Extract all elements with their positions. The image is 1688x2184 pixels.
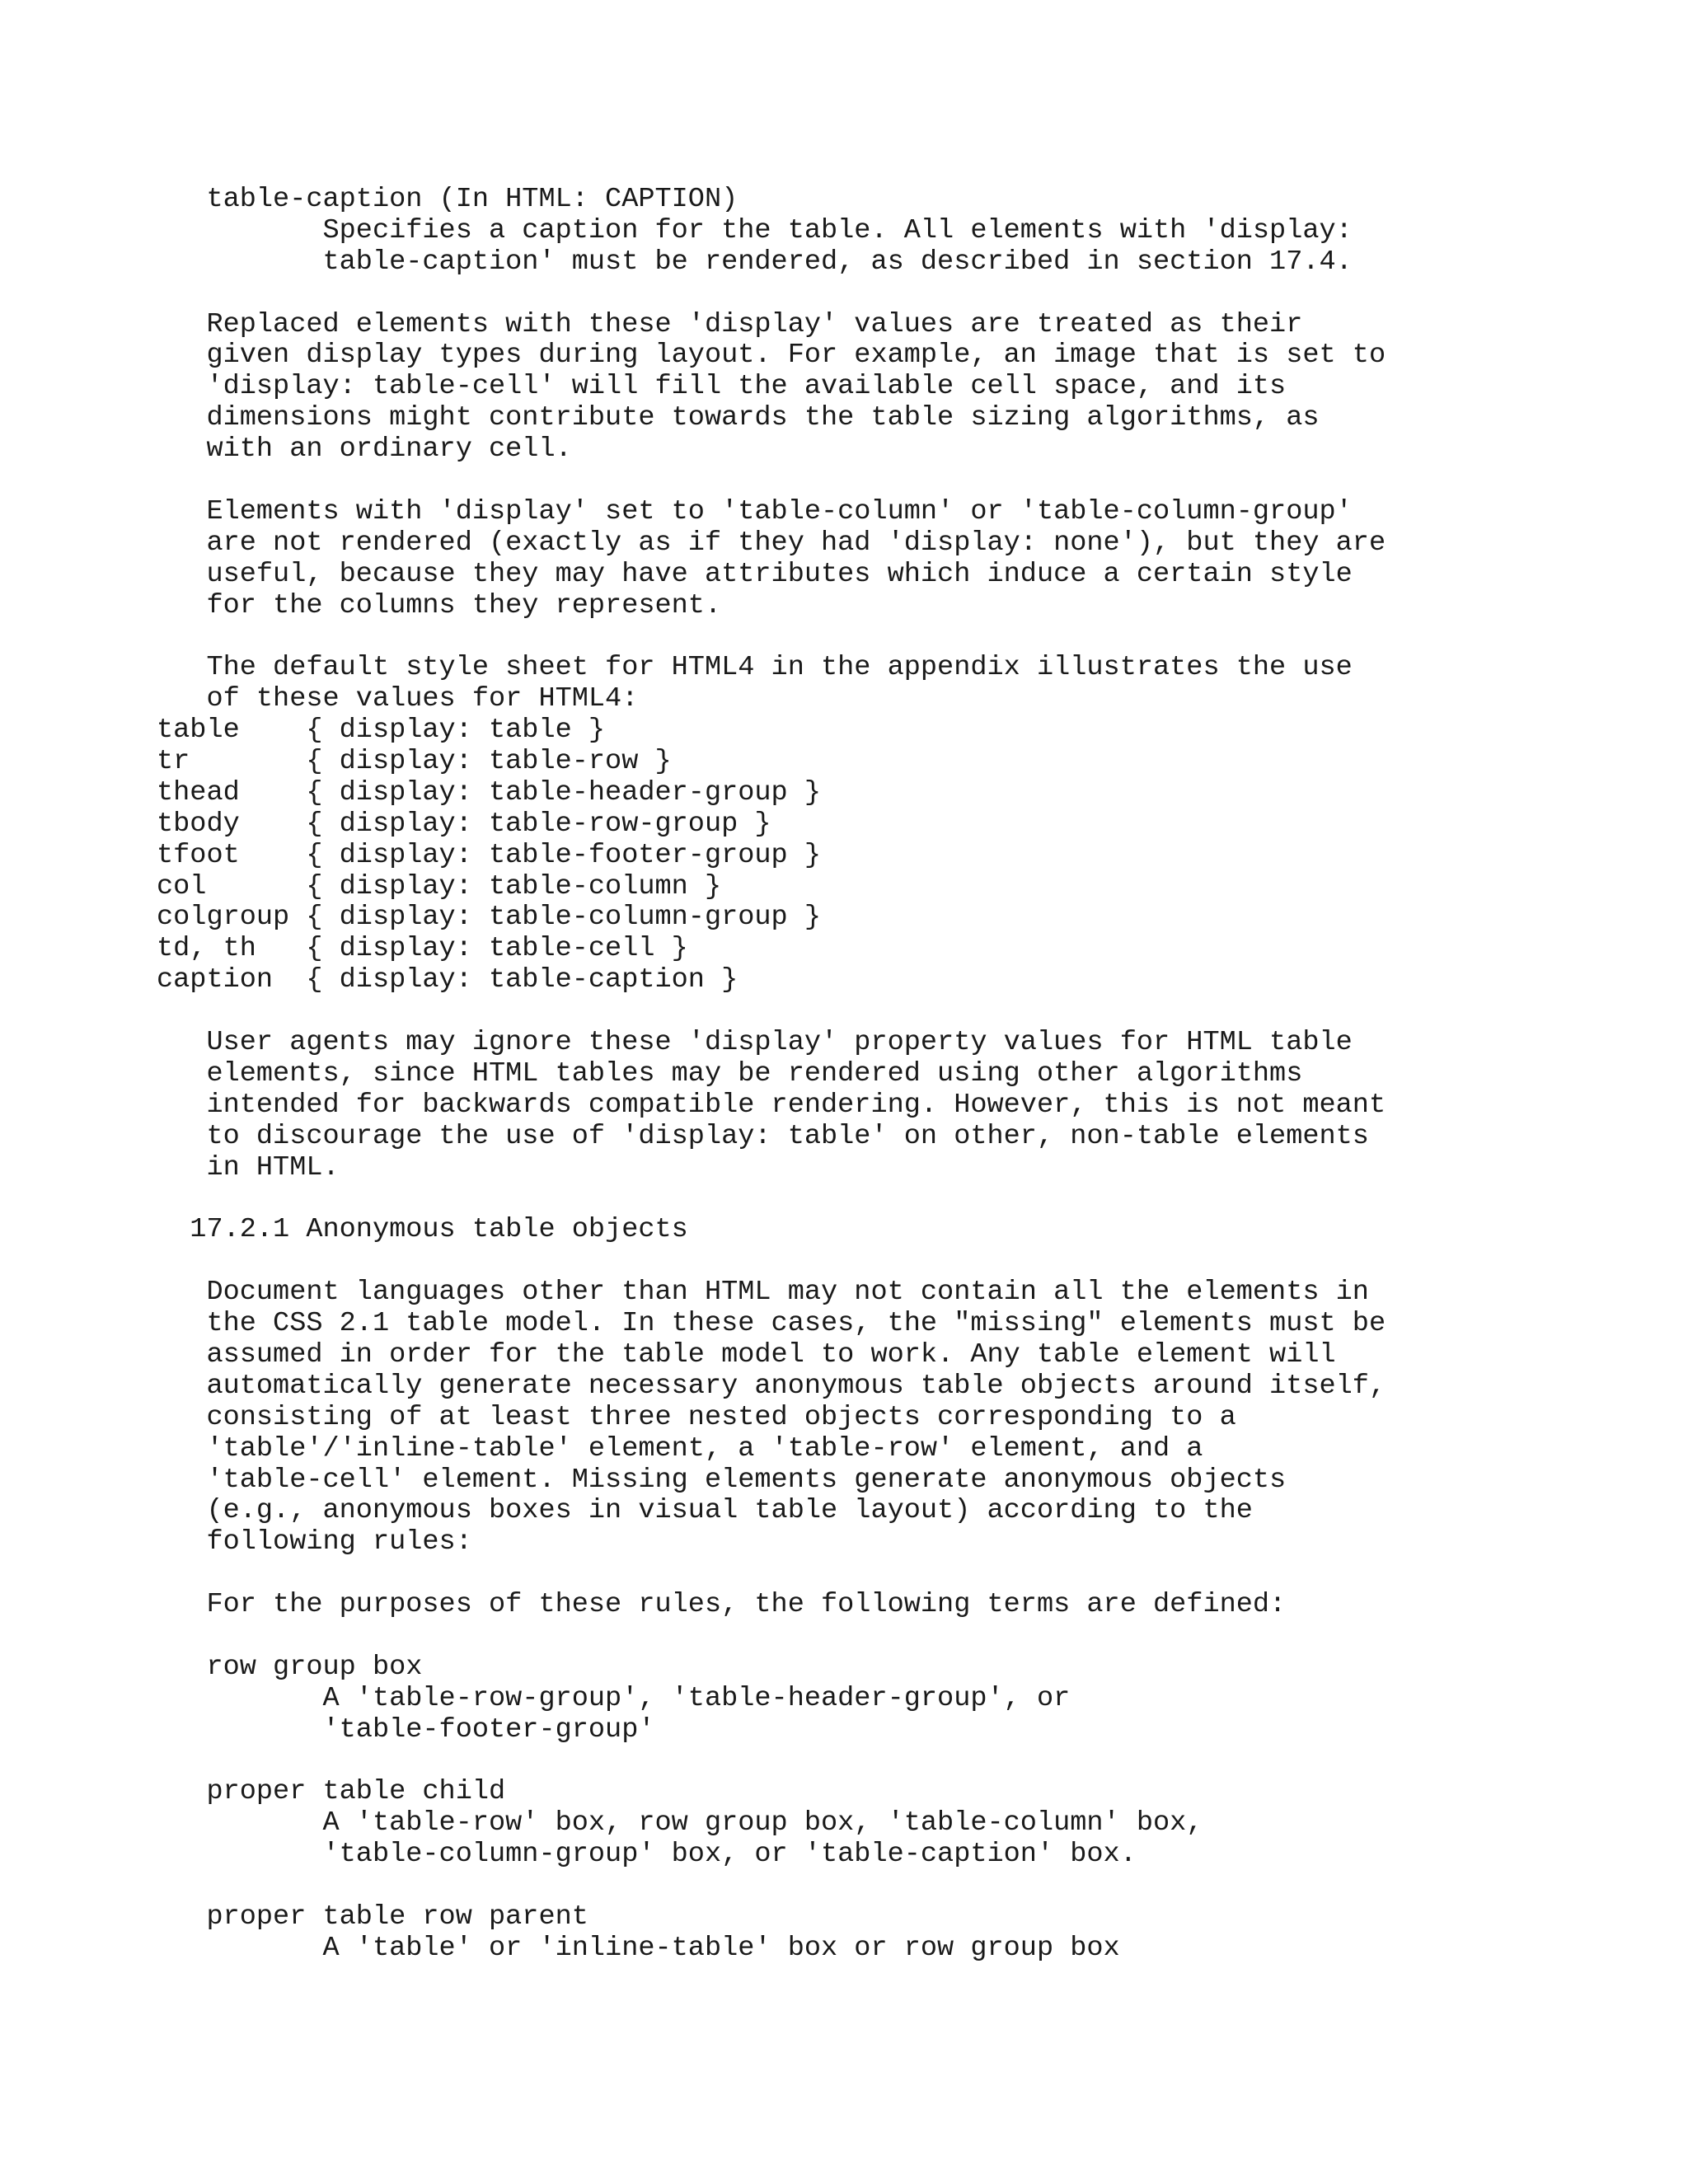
text-line: A 'table' or 'inline-table' box or row group box — [157, 1932, 1120, 1964]
text-line: colgroup { display: table-column-group } — [157, 902, 822, 934]
text-line: useful, because they may have attributes which induce a certain style — [157, 558, 1353, 590]
text-line: row group box — [157, 1651, 423, 1683]
text-line: For the purposes of these rules, the following terms are defined: — [157, 1589, 1287, 1621]
text-line: The default style sheet for HTML4 in the appendix illustrates the use — [157, 652, 1353, 684]
text-line: elements, since HTML tables may be rendered using other algorithms — [157, 1057, 1303, 1090]
text-line: intended for backwards compatible rendering. However, this is not meant — [157, 1089, 1386, 1121]
text-line: 'table-footer-group' — [157, 1713, 655, 1746]
text-line: proper table row parent — [157, 1900, 588, 1933]
blank-line — [157, 996, 1386, 1028]
text-line: Specifies a caption for the table. All elements with 'display: — [157, 214, 1353, 246]
blank-line — [157, 279, 1386, 310]
text-line: A 'table-row' box, row group box, 'table-column' box, — [157, 1807, 1203, 1840]
text-line: given display types during layout. For example, an image that is set to — [157, 340, 1386, 372]
text-line: 'table'/'inline-table' element, a 'table-row' element, and a — [157, 1432, 1203, 1465]
text-line: thead { display: table-header-group } — [157, 776, 822, 808]
text-line: of these values for HTML4: — [157, 683, 639, 715]
text-line: the CSS 2.1 table model. In these cases, the "missing" elements must be — [157, 1308, 1386, 1340]
text-line: Elements with 'display' set to 'table-column' or 'table-column-group' — [157, 495, 1353, 527]
blank-line — [157, 1246, 1386, 1277]
text-line: table { display: table } — [157, 715, 606, 747]
text-line: 'display: table-cell' will fill the available cell space, and its — [157, 371, 1287, 403]
text-line: (e.g., anonymous boxes in visual table layout) according to the — [157, 1495, 1253, 1527]
text-line: User agents may ignore these 'display' property values for HTML table — [157, 1027, 1353, 1059]
text-line: Document languages other than HTML may not contain all the elements in — [157, 1277, 1369, 1309]
text-line: 17.2.1 Anonymous table objects — [157, 1214, 688, 1246]
text-line: col { display: table-column } — [157, 870, 722, 902]
text-line: in HTML. — [157, 1151, 340, 1183]
blank-line — [157, 621, 1386, 653]
blank-line — [157, 1746, 1386, 1778]
text-line: Replaced elements with these 'display' values are treated as their — [157, 308, 1303, 340]
text-line: A 'table-row-group', 'table-header-group', or — [157, 1682, 1071, 1714]
text-line: table-caption (In HTML: CAPTION) — [157, 184, 738, 215]
text-line: table-caption' must be rendered, as described in section 17.4. — [157, 246, 1353, 278]
text-line: tfoot { display: table-footer-group } — [157, 839, 822, 871]
text-line: assumed in order for the table model to work. Any table element will — [157, 1338, 1336, 1371]
text-line: 'table-column-group' box, or 'table-caption' box. — [157, 1839, 1137, 1871]
blank-line — [157, 466, 1386, 497]
text-line: following rules: — [157, 1526, 472, 1558]
text-line: are not rendered (exactly as if they had 'display: none'), but they are — [157, 527, 1386, 559]
text-line: dimensions might contribute towards the table sizing algorithms, as — [157, 402, 1320, 434]
text-line: to discourage the use of 'display: table' on other, non-table elements — [157, 1120, 1369, 1152]
text-line: tbody { display: table-row-group } — [157, 808, 771, 840]
text-line: consisting of at least three nested objects corresponding to a — [157, 1401, 1236, 1433]
text-line: for the columns they represent. — [157, 589, 722, 621]
document-text — [157, 185, 1386, 1965]
blank-line — [157, 1621, 1386, 1652]
text-line: td, th { display: table-cell } — [157, 933, 688, 965]
text-line: caption { display: table-caption } — [157, 964, 738, 996]
text-line: 'table-cell' element. Missing elements generate anonymous objects — [157, 1464, 1287, 1496]
text-line: automatically generate necessary anonymous table objects around itself, — [157, 1370, 1386, 1402]
blank-line — [157, 1558, 1386, 1590]
blank-line — [157, 1871, 1386, 1902]
text-line: tr { display: table-row } — [157, 746, 672, 778]
blank-line — [157, 1184, 1386, 1216]
text-line: with an ordinary cell. — [157, 434, 572, 466]
text-line: proper table child — [157, 1776, 506, 1808]
